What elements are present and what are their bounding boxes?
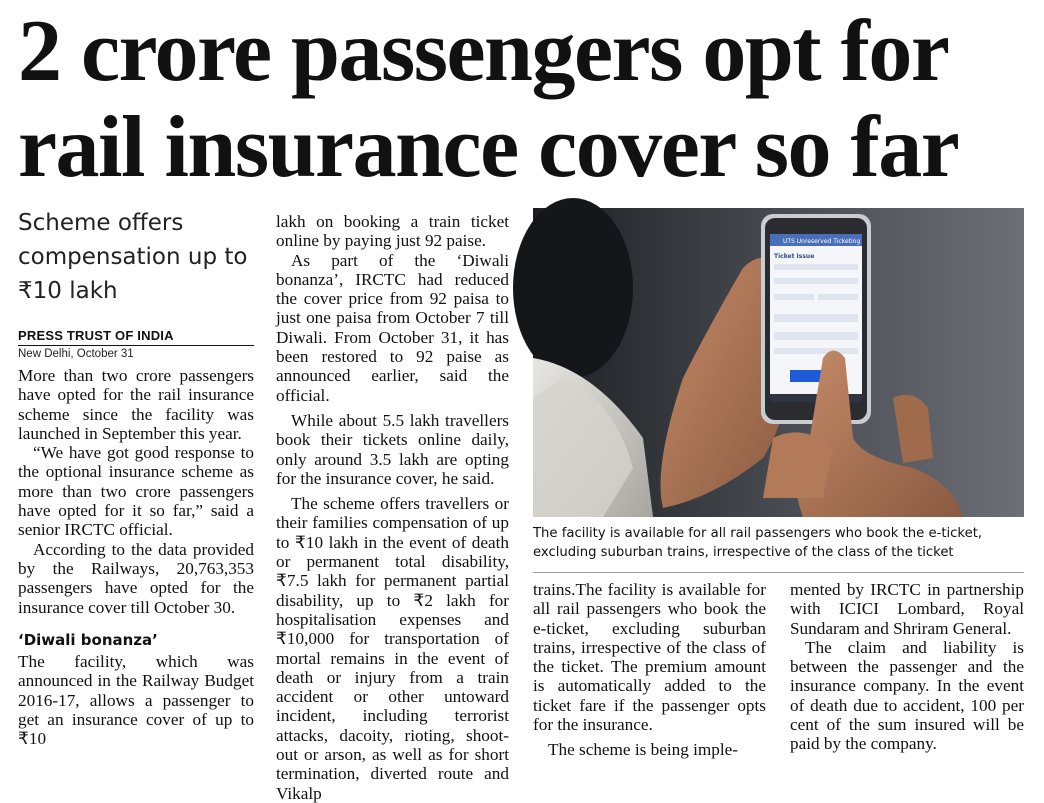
- paragraph: While about 5.5 lakh travellers book their tickets online daily, only around 3.5 lakh are opting for the insurance cover, he said.: [276, 410, 509, 488]
- paragraph: mented by IRCTC in partnership with ICICI Lombard, Royal Sundaram and Shriram General.: [790, 580, 1024, 638]
- smartphone: [761, 214, 871, 424]
- paragraph: According to the data provided by the Railways, 20,763,353 passengers have opted for the insurance cover till October 30.: [18, 539, 254, 617]
- headline: [18, 4, 1028, 196]
- screen-heading: Ticket Issue: [774, 253, 815, 260]
- caption-divider: [533, 572, 1024, 573]
- subhead: ‘Diwali bonanza’: [18, 630, 158, 649]
- paragraph: trains.The facility is available for all rail passengers who book the e-ticket, excluding suburban trains, irrespective of the class of the ticket. The premium amount is automatically added to the ticket fare if the passenger opts for the insurance.: [533, 580, 766, 735]
- phone-photo-illustration: [533, 208, 1024, 517]
- article-column-2: [276, 212, 509, 803]
- paragraph: The facility, which was announced in the Railway Budget 2016-17, allows a passenger to get an insurance cover of up to ₹10: [18, 652, 254, 749]
- paragraph: “We have got good response to the optional insurance scheme as more than two crore passengers have opted for it so far,” said a senior IRCTC official.: [18, 443, 254, 540]
- dateline: New Delhi, October 31: [18, 348, 134, 360]
- paragraph: The scheme is being imple-: [548, 740, 738, 760]
- paragraph: More than two crore passengers have opted for the rail insurance scheme since the facility was launched in September this year.: [18, 366, 254, 443]
- article-photo: [533, 208, 1024, 517]
- paragraph: The claim and liability is between the passenger and the insurance company. In the event of death due to accident, 100 per cent of the sum insured will be paid by the company.: [790, 637, 1024, 754]
- article-column-3: [533, 580, 766, 760]
- paragraph: As part of the ‘Diwali bonanza’, IRCTC had reduced the cover price from 92 paisa to just one paisa from October 7 till Diwali. From October 31, it has been restored to 92 paise as announced earlier, said the official.: [276, 250, 509, 405]
- deck: Scheme offers compensation up to ₹10 lakh: [18, 210, 248, 304]
- headline-line-2: rail insurance cover so far: [18, 99, 959, 196]
- article-column-4: [790, 580, 1024, 754]
- app-title: UTS Unreserved Ticketing: [783, 238, 861, 245]
- paragraph: The scheme offers travellers or their families compensation of up to ₹10 lakh in the event of death or permanent total disability, ₹7.5 lakh for permanent partial disability, up to ₹2 lakh for hospitalisation expenses and ₹10,000 for transportation of mortal remains in the event of death or injury from a train accident or other untoward incident, including terrorist attacks, dacoity, rioting, shoot-out or arson, as well as for short termination, diverted route and Vikalp: [276, 494, 509, 803]
- paragraph: lakh on booking a train ticket online by paying just 92 paise.: [276, 212, 509, 251]
- byline: PRESS TRUST OF INDIA: [18, 328, 254, 346]
- headline-line-1: 2 crore passengers opt for: [18, 3, 949, 100]
- article-column-1: [18, 366, 254, 749]
- photo-caption: The facility is available for all rail passengers who book the e-ticket, excluding suburban trains, irrespective of the class of the ticket: [533, 526, 983, 560]
